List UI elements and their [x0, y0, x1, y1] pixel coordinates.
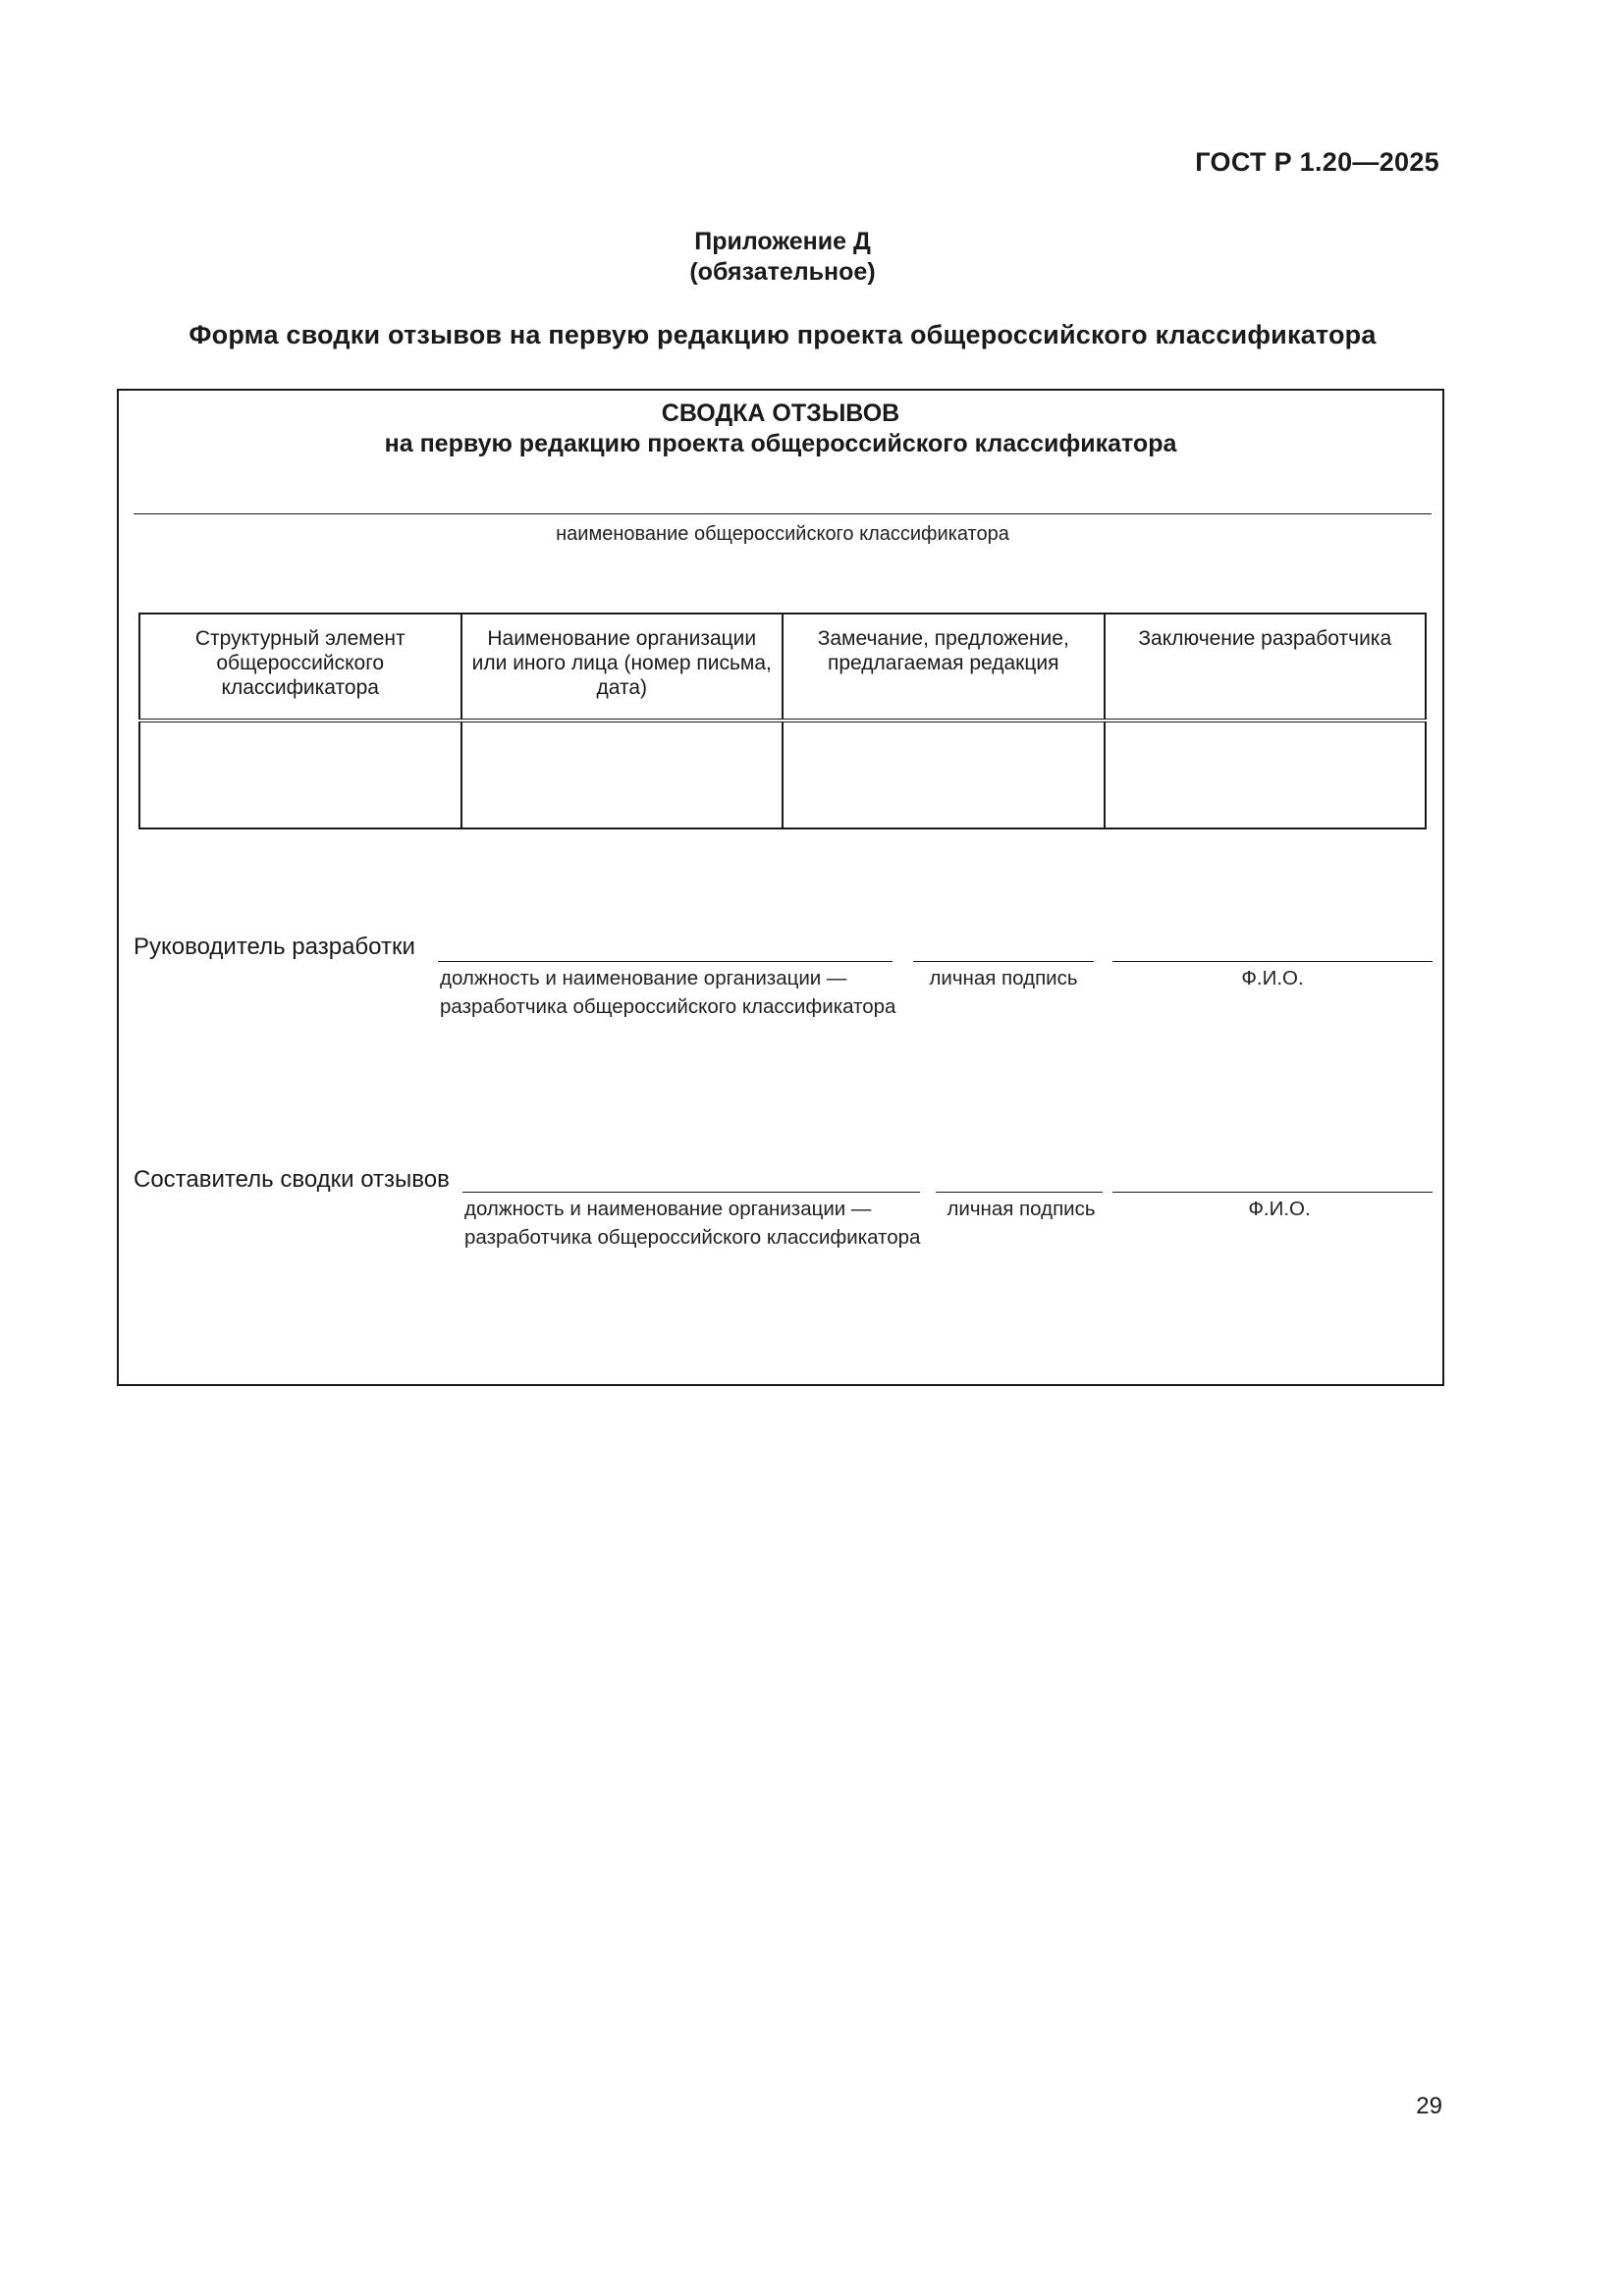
classifier-name-line[interactable] — [134, 513, 1432, 514]
page-number: 29 — [1416, 2093, 1442, 2119]
table-cell[interactable] — [1105, 721, 1427, 828]
compiler-name-caption: Ф.И.О. — [1248, 1198, 1311, 1220]
column-header-remark: Замечание, предложение, предлагаемая редакция — [783, 614, 1105, 721]
table-header-row — [139, 614, 1426, 721]
head-signature-caption: личная подпись — [929, 967, 1078, 989]
summary-heading — [117, 399, 1444, 459]
head-signature-line[interactable] — [913, 961, 1094, 962]
annex-status: (обязательное) — [689, 258, 876, 286]
column-header-developer-conclusion: Заключение разработчика — [1105, 614, 1427, 721]
compiler-position-caption: должность и наименование организации — разработчика общероссийского классификатора — [464, 1198, 921, 1249]
summary-title: СВОДКА ОТЗЫВОВ — [661, 400, 900, 427]
annex-heading — [0, 227, 1565, 288]
form-title: Форма сводки отзывов на первую редакцию проекта общероссийского классификатора — [189, 320, 1377, 349]
table-cell[interactable] — [139, 721, 461, 828]
table-row — [139, 721, 1426, 828]
table-cell[interactable] — [783, 721, 1105, 828]
head-position-line[interactable] — [438, 961, 893, 962]
head-of-development-label: Руководитель разработки — [134, 934, 415, 960]
summary-subtitle: на первую редакцию проекта общероссийского классификатора — [384, 430, 1177, 457]
reviews-table — [138, 613, 1427, 829]
head-name-caption: Ф.И.О. — [1241, 967, 1304, 989]
document-code: ГОСТ Р 1.20—2025 — [1195, 147, 1439, 177]
compiler-name-line[interactable] — [1112, 1192, 1433, 1193]
table-cell[interactable] — [461, 721, 784, 828]
head-position-caption: должность и наименование организации — разработчика общероссийского классификатора — [440, 967, 896, 1018]
compiler-position-line[interactable] — [462, 1192, 920, 1193]
column-header-organization: Наименование организации или иного лица (номер письма, дата) — [461, 614, 784, 721]
column-header-structural-element: Структурный элемент общероссийского классификатора — [139, 614, 461, 721]
head-name-line[interactable] — [1112, 961, 1433, 962]
compiler-signature-caption: личная подпись — [947, 1198, 1096, 1220]
classifier-name-caption: наименование общероссийского классификатора — [556, 523, 1009, 545]
summary-compiler-label: Составитель сводки отзывов — [134, 1166, 450, 1193]
compiler-signature-line[interactable] — [936, 1192, 1103, 1193]
annex-title: Приложение Д — [694, 228, 871, 255]
